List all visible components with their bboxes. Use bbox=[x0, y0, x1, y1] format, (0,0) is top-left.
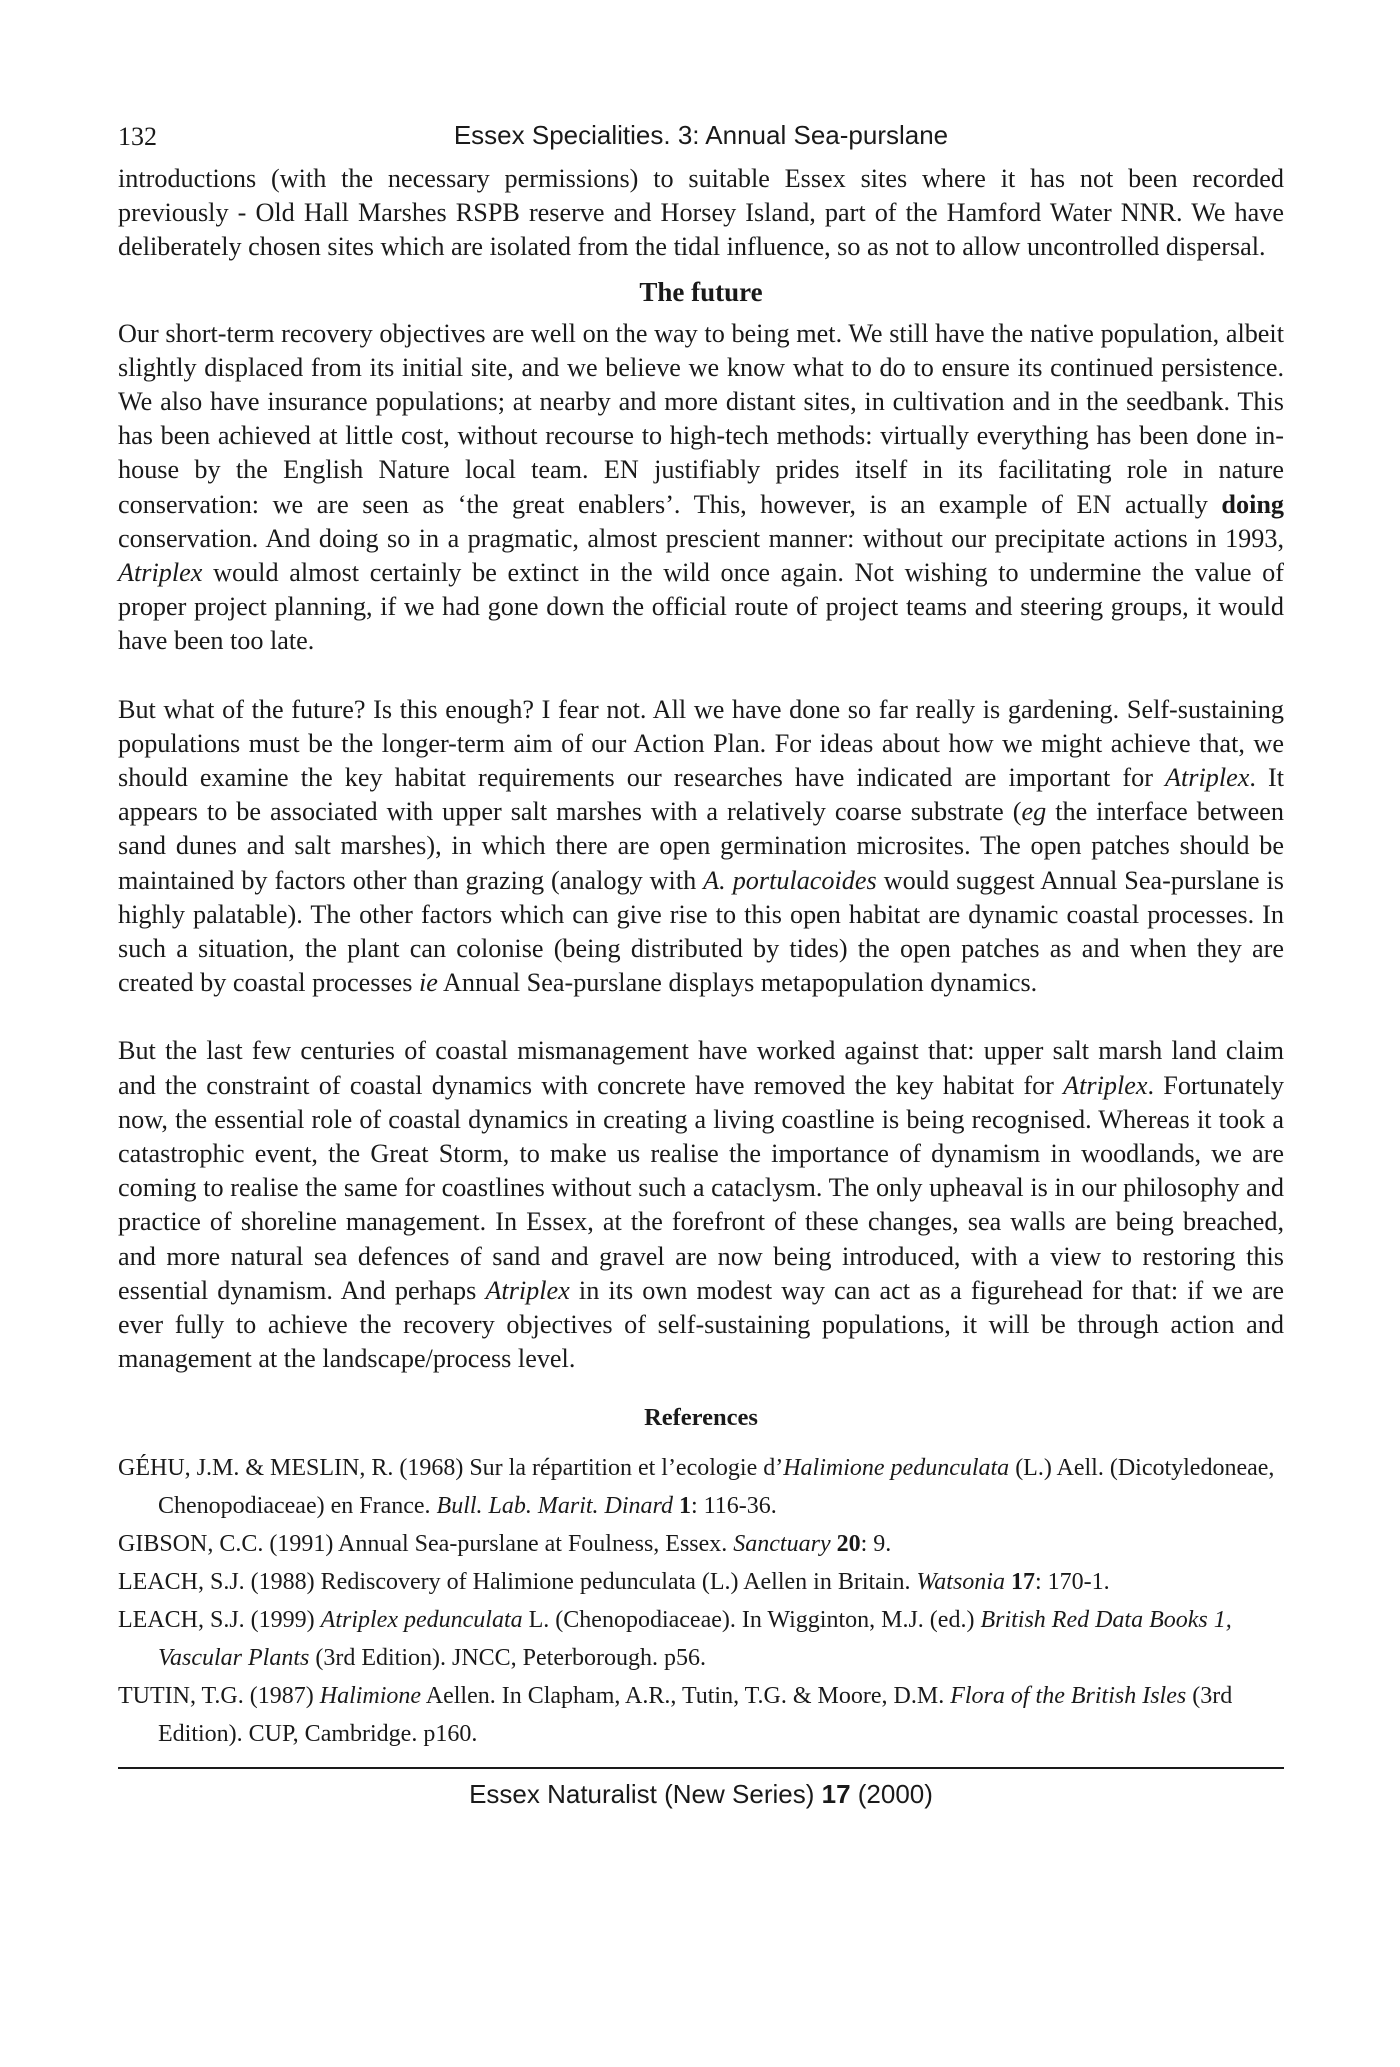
journal-name: Watsonia bbox=[916, 1568, 1005, 1595]
volume-number: 17 bbox=[1004, 1568, 1035, 1595]
paragraph-future-3 bbox=[118, 1034, 1284, 1376]
species-name: Atriplex bbox=[1165, 763, 1250, 793]
reference-item bbox=[118, 1563, 1284, 1601]
text-run: But the last few centuries of coastal mismanagement have worked against that: upper salt marsh land claim and the constraint of coastal dynamics with concrete have removed the key habitat for bbox=[118, 1036, 1284, 1100]
text-run: LEACH, S.J. (1988) Rediscovery of Halimione pedunculata (L.) Aellen in Britain. bbox=[118, 1568, 917, 1595]
species-name: Atriplex pedunculata bbox=[320, 1606, 523, 1633]
text-run: (L.) Aell. (Dicotyledoneae, Chenopodiaceae) en France. bbox=[158, 1454, 1275, 1519]
paragraph-future-1 bbox=[118, 317, 1284, 659]
page-footer bbox=[118, 1777, 1284, 1811]
genus-name: Halimione bbox=[319, 1682, 422, 1709]
paragraph-future-2 bbox=[118, 693, 1284, 1001]
reference-item bbox=[118, 1601, 1284, 1677]
journal-name: Bull. Lab. Marit. Dinard bbox=[436, 1492, 673, 1519]
running-title: Essex Specialities. 3: Annual Sea-purslane bbox=[453, 120, 949, 150]
emphasis-doing: doing bbox=[1221, 489, 1284, 519]
book-title: British Red Data Books 1, Vascular Plants bbox=[158, 1606, 1232, 1671]
text-run: . Fortunately now, the essential role of coastal dynamics in creating a living coastline is being recognised. Whereas it took a catastrophic event, the Great Storm, to make us realise the importance of dynamism in woodlands, we are coming to realise the same for coastlines without such a cataclysm. The only upheaval is in our philosophy and practice of shoreline management. In Essex, at the forefront of these changes, sea walls are being breached, and more natural sea defences of sand and gravel are now being introduced, with a view to restoring this essential dynamism. And perhaps bbox=[118, 1070, 1284, 1305]
volume-number: 1 bbox=[673, 1492, 691, 1519]
text-run: would almost certainly be extinct in the wild once again. Not wishing to undermine the value of proper project planning, if we had gone down the official route of project teams and steering groups, it would have been too late. bbox=[118, 558, 1284, 656]
text-run: would suggest Annual Sea-purslane is highly palatable). The other factors which can give rise to this open habitat are dynamic coastal processes. In such a situation, the plant can colonise (being distributed by tides) the open patches as and when they are created by coastal processes bbox=[118, 865, 1284, 998]
text-run: L. (Chenopodiaceae). In Wigginton, M.J. (ed.) bbox=[522, 1606, 981, 1633]
text-run: TUTIN, T.G. (1987) bbox=[118, 1682, 320, 1709]
species-name: Atriplex bbox=[118, 558, 203, 588]
paragraph-gap bbox=[118, 1000, 1284, 1034]
reference-item bbox=[118, 1525, 1284, 1563]
text-run: in its own modest way can act as a figurehead for that: if we are ever fully to achieve the recovery objectives of self-sustaining populations, it will be through action and management at the landscape/process level. bbox=[118, 1275, 1284, 1374]
section-heading-future: The future bbox=[639, 276, 763, 307]
volume-number: 20 bbox=[830, 1530, 861, 1557]
text-run: : 116-36. bbox=[691, 1492, 777, 1519]
journal-name: Sanctuary bbox=[733, 1530, 831, 1557]
book-title: Flora of the British Isles bbox=[950, 1682, 1187, 1709]
journal-title: Essex Naturalist (New Series) bbox=[469, 1778, 822, 1809]
species-name: Halimione pedunculata bbox=[783, 1454, 1010, 1481]
text-run: the interface between sand dunes and salt marshes), in which there are open germination microsites. The open patches should be maintained by factors other than grazing (analogy with bbox=[118, 797, 1284, 895]
text-run: (3rd Edition). CUP, Cambridge. p160. bbox=[158, 1682, 1233, 1747]
abbrev-eg: eg bbox=[1021, 797, 1047, 827]
species-name: Atriplex bbox=[485, 1275, 570, 1305]
abbrev-ie: ie bbox=[419, 968, 438, 998]
references-heading: References bbox=[644, 1403, 758, 1431]
text-run: : 9. bbox=[860, 1530, 892, 1557]
text-run: GIBSON, C.C. (1991) Annual Sea-purslane at Foulness, Essex. bbox=[118, 1530, 734, 1557]
intro-paragraph: introductions (with the necessary permissions) to suitable Essex sites where it has not been recorded previously - Old Hall Marshes RSPB reserve and Horsey Island, part of the Hamford Water NNR. We have deliberately chosen sites which are isolated from the tidal influence, so as not to allow uncontrolled dispersal. bbox=[118, 164, 1284, 262]
paragraph-gap bbox=[118, 659, 1284, 693]
text-run: GÉHU, J.M. & MESLIN, R. (1968) Sur la répartition et l’ecologie d’ bbox=[118, 1454, 784, 1481]
reference-item bbox=[118, 1449, 1284, 1525]
text-run: Aellen. In Clapham, A.R., Tutin, T.G. & Moore, D.M. bbox=[421, 1682, 951, 1709]
text-run: . It appears to be associated with upper salt marshes with a relatively coarse substrate ( bbox=[118, 763, 1284, 827]
text-run: : 170-1. bbox=[1034, 1568, 1110, 1595]
text-run: But what of the future? Is this enough? I fear not. All we have done so far really is gardening. Self-sustaining populations must be the longer-term aim of our Action Plan. For ideas about how we might achieve that, we should examine the key habitat requirements our researches have indicated are important for bbox=[118, 694, 1284, 793]
footer-rule bbox=[118, 1767, 1284, 1769]
text-run: LEACH, S.J. (1999) bbox=[118, 1606, 321, 1633]
species-name: Atriplex bbox=[1063, 1070, 1148, 1100]
page-header bbox=[118, 116, 1284, 156]
page bbox=[118, 116, 1284, 1811]
text-run: (3rd Edition). JNCC, Peterborough. p56. bbox=[309, 1644, 706, 1671]
journal-volume: 17 bbox=[821, 1778, 851, 1809]
text-run: conservation. And doing so in a pragmatic, almost prescient manner: without our precipitate actions in 1993, bbox=[118, 523, 1284, 553]
text-run: Our short-term recovery objectives are well on the way to being met. We still have the native population, albeit slightly displaced from its initial site, and we believe we know what to do to ensure its continued persistence. We also have insurance populations; at nearby and more distant sites, in cultivation and in the seedbank. This has been achieved at little cost, without recourse to high-tech methods: virtually everything has been done in-house by the English Nature local team. EN justifiably prides itself in its facilitating role in nature conservation: we are seen as ‘the great enablers’. This, however, is an example of EN actually bbox=[118, 318, 1284, 519]
journal-year: (2000) bbox=[850, 1778, 933, 1809]
species-name: A. portulacoides bbox=[703, 865, 877, 895]
reference-item bbox=[118, 1677, 1284, 1753]
text-run: Annual Sea-purslane displays metapopulation dynamics. bbox=[437, 968, 1038, 998]
page-number: 132 bbox=[118, 122, 157, 151]
